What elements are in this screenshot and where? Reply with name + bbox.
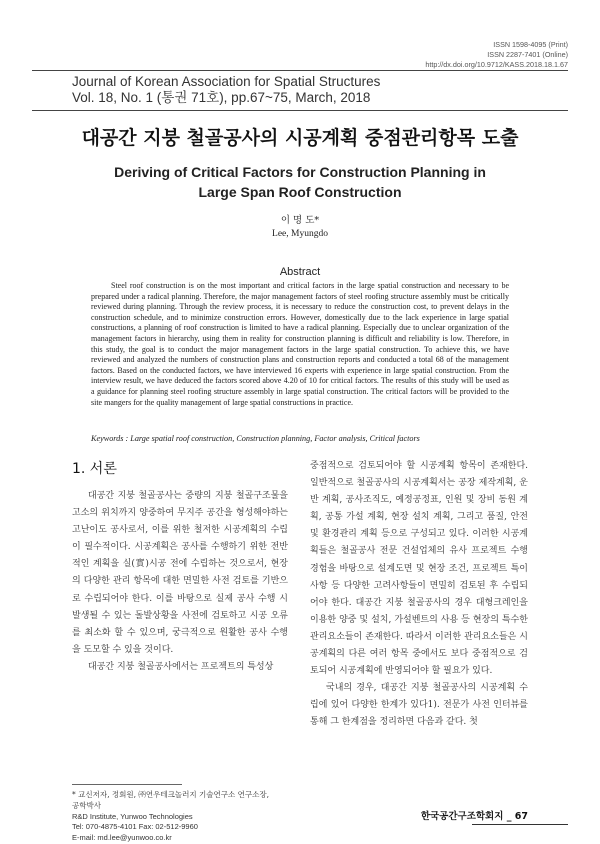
abstract-text: Steel roof construction is on the most important and critical factors in the large spatial construction and necessary to be prepared under a radical planning. Therefore, the major management factors of steel roofing structure assembly must be critically reviewed during planning. Through the review process, it is necessary to reduce the construction cost, to prevent delays in the construction schedule, and to minimize construction errors. However, domestically due to the lack experience in large spatial constructions, a planning of roof construction is limited to have a radical planning. Especially due to unclear organization of the management factors in hierarchy, using them in reality for construction planning is difficult and reliability is low. Therefore, in this study, the goal is to conduct the major management factors in the large spatial construction. To achieve this, we have reviewed and analyzed the numbers of construction plans and construction reports and conducted a total 68 of the management factors. Based on the conducted factors, we have interviewed 16 experts with experience in large spatial construction. From the interview result, we have deduced the factors scored above 4.20 of 10 for critical factors. The results of this study will be used as a guidance for planning steel roofing structure assembly in large spatial construction. The critical factors will be provided to the site mangers for the quality management of large spatial constructions in practice. xyxy=(91,281,509,407)
footnote-line-5[interactable]: E-mail: md.lee@yunwoo.co.kr xyxy=(72,833,172,843)
english-title-line1: Deriving of Critical Factors for Construction Planning in xyxy=(114,164,486,180)
doi-link[interactable]: http://dx.doi.org/10.9712/KASS.2018.18.1.67 xyxy=(425,60,568,69)
footnote-line-4: Tel: 070-4875-4101 Fax: 02-512-9960 xyxy=(72,822,198,832)
left-column xyxy=(72,488,288,676)
right-paragraph-1: 중점적으로 검토되어야 할 시공계획 항목이 존재한다. 일반적으로 철골공사의 시공계획서는 공장 제작계획, 운반 계획, 공사조직도, 예정공정표, 인원 및 장비 동원 계획, 공통 가설 계획, 현장 설치 계획, 그리고 품질, 안전 및 환경관리 계획 등으로 구성되고 있다. 이러한 시공계획들은 철골공사 전문 건설업체의 유사 프로젝트 수행 경험을 바탕으로 설계도면 및 현장 조건, 프로젝트 특이사항 등 다양한 고려사항들이 면밀히 검토된 후 수립되어야 한다. 대공간 지붕 철골공사의 경우 대형크레인을 이용한 양중 및 설치, 가설벤트의 사용 등 현장의 특수한 관리요소들이 존재한다. 따라서 이러한 관리요소들은 시공계획의 다른 여러 항목 중에서도 보다 중점적으로 검토되어 시공계획에 반영되어야 할 필요가 있다. xyxy=(310,461,528,677)
footnote-line-1: * 교신저자, 정회원, ㈜연우테크놀러지 기술연구소 연구소장, xyxy=(72,790,269,799)
journal-name: Journal of Korean Association for Spatial Structures xyxy=(72,74,381,89)
footnote-line-3: R&D Institute, Yunwoo Technologies xyxy=(72,811,193,821)
issn-online: ISSN 2287-7401 (Online) xyxy=(487,50,568,59)
footer-rule xyxy=(472,824,568,825)
header-rule-bottom xyxy=(32,110,568,111)
section-heading: 1. 서론 xyxy=(72,461,117,477)
author-korean: 이 명 도* xyxy=(280,215,320,226)
english-title-line2: Large Span Roof Construction xyxy=(198,184,402,200)
page-footer: 한국공간구조학회지 _ 67 xyxy=(420,811,528,822)
header-rule-top xyxy=(32,70,568,71)
right-column xyxy=(310,458,528,732)
right-paragraph-2: 국내의 경우, 대공간 지붕 철골공사의 시공계획 수립에 있어 다양한 한계가 있다1). 전문가 사전 인터뷰를 통해 그 한계점을 정리하면 다음과 같다. 첫 xyxy=(310,683,528,728)
footnote xyxy=(72,790,292,844)
author-english: Lee, Myungdo xyxy=(272,229,328,239)
korean-title: 대공간 지붕 철골공사의 시공계획 중점관리항목 도출 xyxy=(81,127,519,149)
english-title xyxy=(0,162,600,202)
journal-info xyxy=(72,74,380,106)
abstract-heading: Abstract xyxy=(279,266,321,278)
issn-block xyxy=(425,40,568,70)
left-paragraph-2: 대공간 지붕 철골공사에서는 프로젝트의 특성상 xyxy=(88,661,274,672)
journal-volume: Vol. 18, No. 1 (통권 71호), pp.67~75, March, 2018 xyxy=(72,90,371,105)
issn-print: ISSN 1598-4095 (Print) xyxy=(493,40,568,49)
keywords: Keywords : Large spatial roof construction, Construction planning, Factor analysis, Critical factors xyxy=(91,434,420,443)
left-paragraph-1: 대공간 지붕 철골공사는 중량의 지붕 철골구조물을 고소의 위치까지 양중하여 무지주 공간을 형성해야하는 고난이도 공사로서, 이를 위한 철저한 시공계획의 수립이 필수적이다. 시공계획은 공사를 수행하기 위한 전반적인 계획을 실(實)시공 전에 수립하는 것으로서, 현장의 다양한 관리 항목에 대한 면밀한 사전 검토를 기반으로 수립되어야 한다. 이를 바탕으로 실제 공사 수행 시 발생될 수 있는 돌발상황을 사전에 검토하고 시공 오류를 최소화 할 수 있으며, 궁극적으로 원활한 공사 수행을 도모할 수 있을 것이다. xyxy=(72,491,288,655)
footnote-line-2: 공학박사 xyxy=(72,800,101,810)
footnote-rule xyxy=(72,784,182,785)
